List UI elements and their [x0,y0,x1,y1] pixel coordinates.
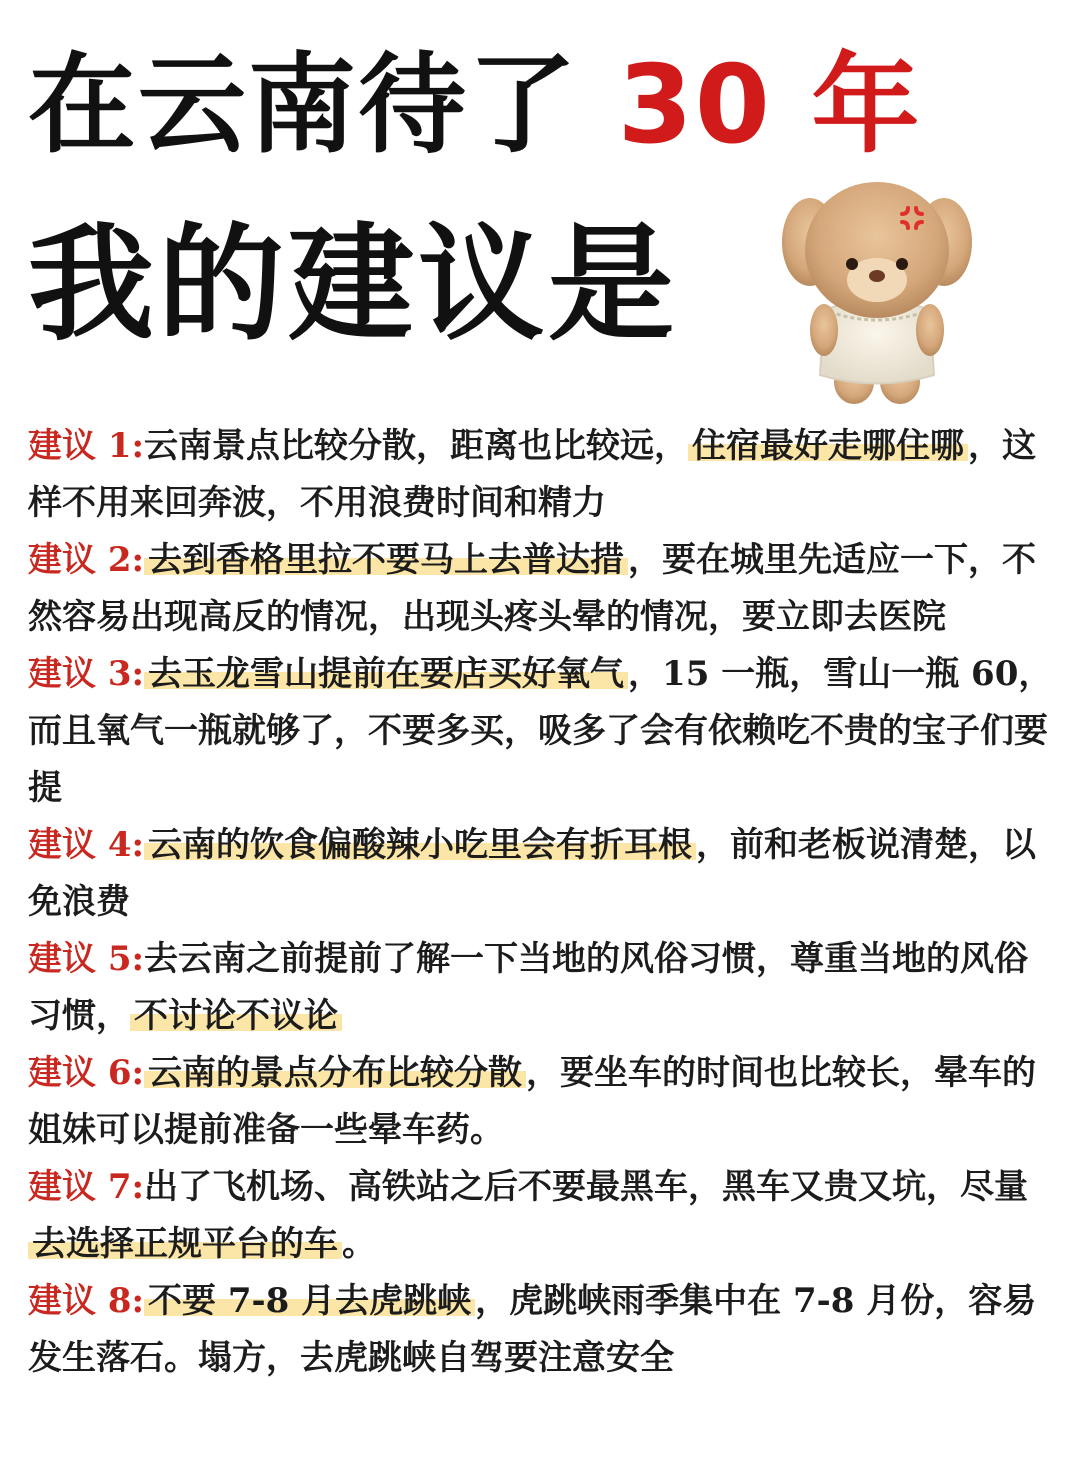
tip-highlight: 去玉龙雪山提前在要店买好氧气 [144,654,628,694]
tip-label: 建议 5: [28,939,145,979]
page-title [28,43,922,168]
tip-rest: ，15 一瓶，雪山一瓶 60，而且氧气一瓶就够了，不要多买，吸多了会有依赖吃不贵的宝子们要提 [28,654,1053,808]
tip-item [28,817,1054,931]
tip-label: 建议 6: [28,1053,145,1093]
tip-item [28,1045,1054,1159]
title-suffix: 年 [811,43,922,168]
tip-item [28,1159,1054,1273]
tip-item [28,1273,1054,1387]
tip-highlight: 云南的饮食偏酸辣小吃里会有折耳根 [144,825,696,865]
tip-item [28,646,1054,817]
tip-rest: ，要在城里先适应一下，不然容易出现高反的情况，出现头疼头晕的情况，要立即去医院 [28,540,1037,637]
tip-item [28,418,1054,532]
teddy-bear-sticker-image [772,160,982,410]
page-subtitle: 我的建议是 [28,211,678,358]
tip-label: 建议 4: [28,825,145,865]
tip-item [28,532,1054,646]
tip-label: 建议 1: [28,426,145,466]
title-prefix: 在云南待了 [28,43,579,168]
tip-highlight: 不要 7-8 月去虎跳峡 [144,1281,475,1321]
tip-rest: ，前和老板说清楚，以免浪费 [28,825,1037,922]
tip-highlight: 云南的景点分布比较分散 [144,1053,526,1093]
tip-label: 建议 8: [28,1281,145,1321]
tip-highlight: 去到香格里拉不要马上去普达措 [144,540,628,580]
tip-highlight: 不讨论不议论 [130,996,342,1036]
tip-rest: ，虎跳峡雨季集中在 7-8 月份，容易发生落石。塌方，去虎跳峡自驾要注意安全 [28,1281,1037,1378]
tip-label: 建议 2: [28,540,145,580]
tip-rest: ，这样不用来回奔波，不用浪费时间和精力 [28,426,1037,523]
tip-rest: 。 [342,1224,376,1264]
tip-rest: ，要坐车的时间也比较长，晕车的姐妹可以提前准备一些晕车药。 [28,1053,1037,1150]
tip-label: 建议 3: [28,654,145,694]
tip-text: 云南景点比较分散，距离也比较远， [144,426,689,466]
tip-text: 出了飞机场、高铁站之后不要最黑车，黑车又贵又坑，尽量 [144,1167,1029,1207]
tip-label: 建议 7: [28,1167,145,1207]
title-number: 30 [617,43,772,168]
tip-text: 去云南之前提前了解一下当地的风俗习惯，尊重当地的风俗习惯， [28,939,1029,1036]
tip-highlight: 住宿最好走哪住哪 [688,426,968,466]
tip-highlight: 去选择正规平台的车 [28,1224,342,1264]
tips-list [28,418,1054,1387]
tip-item [28,931,1054,1045]
